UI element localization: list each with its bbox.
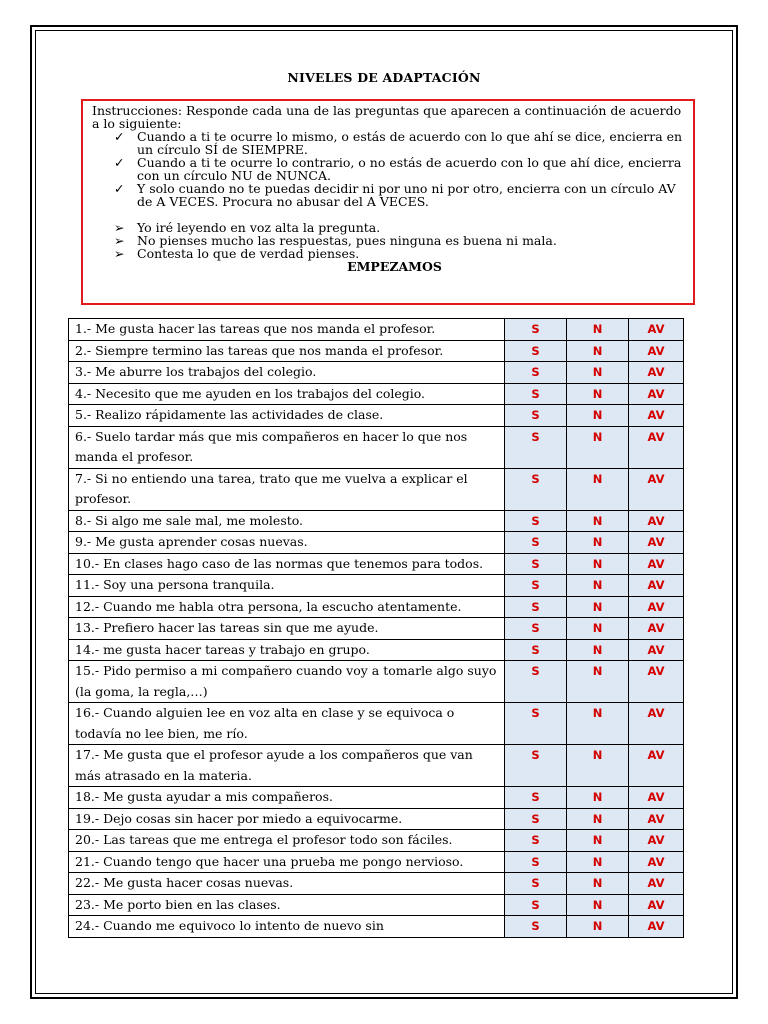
option-nunca[interactable]: N — [567, 405, 629, 427]
option-a-veces[interactable]: AV — [629, 510, 684, 532]
question-row — [69, 596, 684, 618]
option-siempre[interactable]: S — [505, 618, 567, 640]
question-row — [69, 426, 684, 468]
question-row — [69, 468, 684, 510]
question-text: 7.- Si no entiendo una tarea, trato que me vuelva a explicar el profesor. — [69, 468, 505, 510]
question-text: 14.- me gusta hacer tareas y trabajo en grupo. — [69, 639, 505, 661]
question-row — [69, 362, 684, 384]
question-text: 19.- Dejo cosas sin hacer por miedo a equivocarme. — [69, 808, 505, 830]
instructions-box — [81, 99, 695, 305]
option-a-veces[interactable]: AV — [629, 745, 684, 787]
option-a-veces[interactable]: AV — [629, 639, 684, 661]
option-siempre[interactable]: S — [505, 405, 567, 427]
option-nunca[interactable]: N — [567, 426, 629, 468]
option-a-veces[interactable]: AV — [629, 851, 684, 873]
option-nunca[interactable]: N — [567, 894, 629, 916]
arrow-item: ➢ Contesta lo que de verdad pienses. — [114, 246, 360, 261]
arrow-item: ➢ Yo iré leyendo en voz alta la pregunta. — [114, 220, 381, 235]
option-siempre[interactable]: S — [505, 383, 567, 405]
option-nunca[interactable]: N — [567, 661, 629, 703]
question-row — [69, 851, 684, 873]
question-text: 5.- Realizo rápidamente las actividades de clase. — [69, 405, 505, 427]
option-nunca[interactable]: N — [567, 362, 629, 384]
question-text: 20.- Las tareas que me entrega el profesor todo son fáciles. — [69, 830, 505, 852]
option-nunca[interactable]: N — [567, 596, 629, 618]
question-row — [69, 532, 684, 554]
option-nunca[interactable]: N — [567, 808, 629, 830]
question-text: 13.- Prefiero hacer las tareas sin que me ayude. — [69, 618, 505, 640]
question-row — [69, 703, 684, 745]
option-siempre[interactable]: S — [505, 787, 567, 809]
question-text: 10.- En clases hago caso de las normas que tenemos para todos. — [69, 553, 505, 575]
option-a-veces[interactable]: AV — [629, 596, 684, 618]
check-item: ✓ Cuando a ti te ocurre lo contrario, o no estás de acuerdo con lo que ahí dice, encierra con un círculo NU de NUNCA. — [114, 155, 682, 183]
question-text: 8.- Si algo me sale mal, me molesto. — [69, 510, 505, 532]
option-a-veces[interactable]: AV — [629, 894, 684, 916]
question-row — [69, 510, 684, 532]
option-a-veces[interactable]: AV — [629, 553, 684, 575]
option-nunca[interactable]: N — [567, 319, 629, 341]
question-text: 23.- Me porto bien en las clases. — [69, 894, 505, 916]
option-a-veces[interactable]: AV — [629, 468, 684, 510]
option-siempre[interactable]: S — [505, 532, 567, 554]
question-row — [69, 830, 684, 852]
question-row — [69, 745, 684, 787]
option-siempre[interactable]: S — [505, 362, 567, 384]
option-siempre[interactable]: S — [505, 575, 567, 597]
check-item: ✓ Cuando a ti te ocurre lo mismo, o estás de acuerdo con lo que ahí se dice, encierra en un círculo SÍ de SIEMPRE. — [114, 129, 683, 157]
option-siempre[interactable]: S — [505, 894, 567, 916]
option-nunca[interactable]: N — [567, 787, 629, 809]
question-row — [69, 787, 684, 809]
option-siempre[interactable]: S — [505, 808, 567, 830]
option-a-veces[interactable]: AV — [629, 873, 684, 895]
option-siempre[interactable]: S — [505, 703, 567, 745]
check-icon: ✓ — [114, 155, 125, 170]
option-nunca[interactable]: N — [567, 340, 629, 362]
question-row — [69, 553, 684, 575]
question-text: 4.- Necesito que me ayuden en los trabajos del colegio. — [69, 383, 505, 405]
question-text: 24.- Cuando me equivoco lo intento de nuevo sin — [69, 916, 505, 938]
question-text: 15.- Pido permiso a mi compañero cuando voy a tomarle algo suyo (la goma, la regla,…) — [69, 661, 505, 703]
option-a-veces[interactable]: AV — [629, 661, 684, 703]
question-text: 11.- Soy una persona tranquila. — [69, 575, 505, 597]
option-nunca[interactable]: N — [567, 575, 629, 597]
start-heading: EMPEZAMOS — [347, 259, 442, 274]
option-a-veces[interactable]: AV — [629, 405, 684, 427]
option-nunca[interactable]: N — [567, 745, 629, 787]
option-nunca[interactable]: N — [567, 383, 629, 405]
question-text: 3.- Me aburre los trabajos del colegio. — [69, 362, 505, 384]
question-row — [69, 873, 684, 895]
arrow-icon: ➢ — [114, 233, 125, 248]
option-a-veces[interactable]: AV — [629, 916, 684, 938]
option-siempre[interactable]: S — [505, 639, 567, 661]
option-siempre[interactable]: S — [505, 596, 567, 618]
question-text: 9.- Me gusta aprender cosas nuevas. — [69, 532, 505, 554]
option-a-veces[interactable]: AV — [629, 383, 684, 405]
option-siempre[interactable]: S — [505, 510, 567, 532]
question-text: 12.- Cuando me habla otra persona, la escucho atentamente. — [69, 596, 505, 618]
question-row — [69, 319, 684, 341]
arrow-icon: ➢ — [114, 246, 125, 261]
option-nunca[interactable]: N — [567, 639, 629, 661]
option-siempre[interactable]: S — [505, 426, 567, 468]
option-a-veces[interactable]: AV — [629, 340, 684, 362]
question-row — [69, 405, 684, 427]
option-nunca[interactable]: N — [567, 532, 629, 554]
question-row — [69, 808, 684, 830]
option-siempre[interactable]: S — [505, 916, 567, 938]
questionnaire-table — [68, 318, 684, 938]
instructions-intro: Instrucciones: Responde cada una de las preguntas que aparecen a continuación de acuerdo a lo siguiente: — [92, 103, 682, 131]
option-nunca[interactable]: N — [567, 873, 629, 895]
question-text: 18.- Me gusta ayudar a mis compañeros. — [69, 787, 505, 809]
question-text: 22.- Me gusta hacer cosas nuevas. — [69, 873, 505, 895]
question-text: 2.- Siempre termino las tareas que nos manda el profesor. — [69, 340, 505, 362]
option-a-veces[interactable]: AV — [629, 703, 684, 745]
question-text: 21.- Cuando tengo que hacer una prueba me pongo nervioso. — [69, 851, 505, 873]
option-siempre[interactable]: S — [505, 319, 567, 341]
check-icon: ✓ — [114, 181, 125, 196]
option-nunca[interactable]: N — [567, 468, 629, 510]
question-row — [69, 916, 684, 938]
option-nunca[interactable]: N — [567, 916, 629, 938]
question-text: 6.- Suelo tardar más que mis compañeros en hacer lo que nos manda el profesor. — [69, 426, 505, 468]
option-nunca[interactable]: N — [567, 830, 629, 852]
option-nunca[interactable]: N — [567, 851, 629, 873]
option-siempre[interactable]: S — [505, 830, 567, 852]
option-siempre[interactable]: S — [505, 873, 567, 895]
arrow-icon: ➢ — [114, 220, 125, 235]
question-row — [69, 639, 684, 661]
option-siempre[interactable]: S — [505, 468, 567, 510]
option-siempre[interactable]: S — [505, 340, 567, 362]
option-a-veces[interactable]: AV — [629, 426, 684, 468]
question-row — [69, 340, 684, 362]
check-item: ✓ Y solo cuando no te puedas decidir ni por uno ni por otro, encierra con un círculo AV de A VECES. Procura no abusar del A VECES. — [114, 181, 676, 209]
question-row — [69, 661, 684, 703]
option-nunca[interactable]: N — [567, 618, 629, 640]
option-siempre[interactable]: S — [505, 661, 567, 703]
option-nunca[interactable]: N — [567, 553, 629, 575]
option-a-veces[interactable]: AV — [629, 787, 684, 809]
question-text: 1.- Me gusta hacer las tareas que nos manda el profesor. — [69, 319, 505, 341]
option-siempre[interactable]: S — [505, 851, 567, 873]
question-row — [69, 575, 684, 597]
option-a-veces[interactable]: AV — [629, 830, 684, 852]
option-nunca[interactable]: N — [567, 510, 629, 532]
instructions-check-list — [92, 130, 685, 208]
question-row — [69, 383, 684, 405]
option-a-veces[interactable]: AV — [629, 362, 684, 384]
question-text: 17.- Me gusta que el profesor ayude a los compañeros que van más atrasado en la materia. — [69, 745, 505, 787]
instructions-arrow-list — [92, 221, 685, 260]
option-siempre[interactable]: S — [505, 553, 567, 575]
check-icon: ✓ — [114, 129, 125, 144]
page-title: NIVELES DE ADAPTACIÓN — [287, 70, 481, 85]
question-row — [69, 894, 684, 916]
option-a-veces[interactable]: AV — [629, 319, 684, 341]
option-a-veces[interactable]: AV — [629, 575, 684, 597]
arrow-item: ➢ No pienses mucho las respuestas, pues ninguna es buena ni mala. — [114, 233, 557, 248]
question-row — [69, 618, 684, 640]
option-a-veces[interactable]: AV — [629, 808, 684, 830]
question-text: 16.- Cuando alguien lee en voz alta en clase y se equivoca o todavía no lee bien, me río. — [69, 703, 505, 745]
option-a-veces[interactable]: AV — [629, 618, 684, 640]
option-a-veces[interactable]: AV — [629, 532, 684, 554]
option-nunca[interactable]: N — [567, 703, 629, 745]
option-siempre[interactable]: S — [505, 745, 567, 787]
